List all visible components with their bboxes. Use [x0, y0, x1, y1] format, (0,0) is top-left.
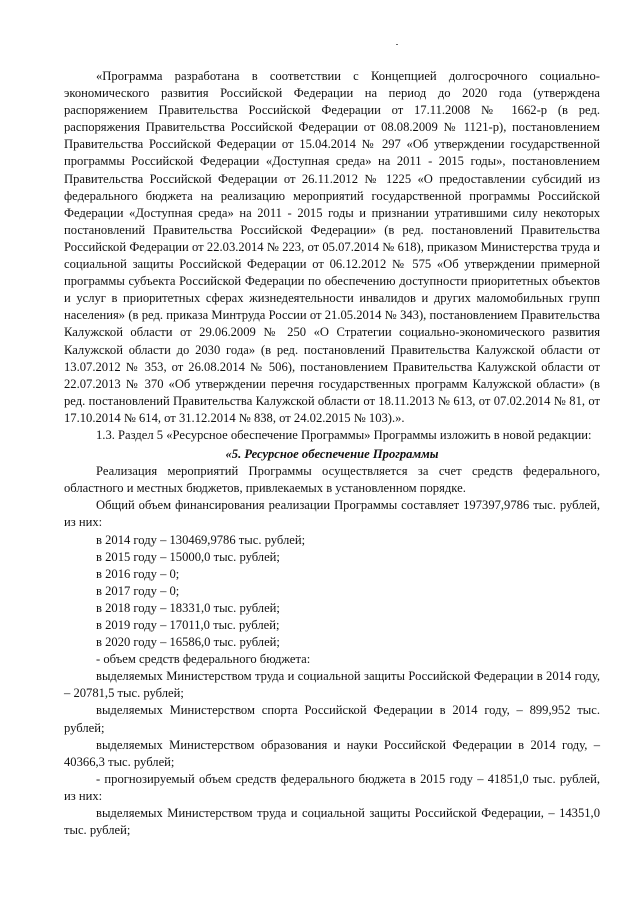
paragraph-program-basis: «Программа разработана в соответствии с Концепцией долгосрочного социально-экономического развития Российской Федерации на период до 2020 года (утверждена распоряжением Правительства Российской Федерации от 17.11.2008 № 1662-р (в ред. распоряжения Правительства Российской Федерации от 08.08.2009 № 1121-р), постановлением Правительства Российской Федерации от 15.04.2014 № 297 «Об утверждении государственной программы Российской Федерации «Доступная среда» на 2011 - 2015 годы», постановлением Правительства Российской Федерации от 26.11.2012 № 1225 «О предоставлении субсидий из федерального бюджета на реализацию мероприятий государственной программы Российской Федерации «Доступная среда» на 2011 - 2015 годы и признании утратившими силу некоторых постановлений Правительства Российской Федерации» (в ред. постановлений Правительства Российской Федерации от 22.03.2014 № 223, от 05.07.2014 № 618), приказом Министерства труда и социальной защиты Российской Федерации от 06.12.2012 № 575 «Об утверждении примерной программы субъекта Российской Федерации по обеспечению доступности приоритетных объектов и услуг в приоритетных сферах жизнедеятельности инвалидов и других маломобильных групп населения» (в ред. приказа Минтруда России от 21.05.2014 № 343), постановлением Правительства Калужской области от 29.06.2009 № 250 «О Стратегии социально-экономического развития Калужской области до 2030 года» (в ред. постановлений Правительства Калужской области от 13.07.2012 № 353, от 26.08.2014 № 506), постановлением Правительства Калужской области от 22.07.2013 № 370 «Об утверждении перечня государственных программ Калужской области» (в ред. постановлений Правительства Калужской области от 18.11.2013 № 613, от 07.02.2014 № 81, от 17.10.2014 № 614, от 31.12.2014 № 838, от 24.02.2015 № 103).». — [64, 69, 600, 425]
federal-budget-item: выделяемых Министерством образования и науки Российской Федерации в 2014 году, – 40366,3 тыс. рублей; — [64, 737, 600, 769]
year-funding-item: в 2020 году – 16586,0 тыс. рублей; — [96, 635, 280, 650]
year-funding-item: в 2015 году – 15000,0 тыс. рублей; — [96, 549, 280, 564]
year-funding-item: в 2019 году – 17011,0 тыс. рублей; — [96, 618, 280, 632]
federal-budget-item: - прогнозируемый объем средств федерального бюджета в 2015 году – 41851,0 тыс. рублей, из них: — [64, 771, 600, 803]
paragraph-total-funding: Общий объем финансирования реализации Программы составляет 197397,9786 тыс. рублей, из них: — [64, 498, 600, 530]
federal-budget-item: выделяемых Министерством труда и социальной защиты Российской Федерации, – 14351,0 тыс. рублей; — [64, 806, 600, 838]
scan-mark — [396, 44, 398, 45]
year-funding-item: в 2014 году – 130469,9786 тыс. рублей; — [96, 532, 306, 547]
federal-budget-item: выделяемых Министерством спорта Российской Федерации в 2014 году, – 899,952 тыс. рублей; — [64, 703, 600, 735]
federal-budget-intro: - объем средств федерального бюджета: — [96, 652, 311, 667]
federal-budget-item: выделяемых Министерством труда и социальной защиты Российской Федерации в 2014 году, – 20781,5 тыс. рублей; — [64, 669, 600, 701]
section-heading: «5. Ресурсное обеспечение Программы — [225, 447, 439, 462]
paragraph-implementation: Реализация мероприятий Программы осуществляется за счет средств федерального, областного и местных бюджетов, привлекаемых в установленном порядке. — [64, 464, 600, 496]
year-funding-item: в 2016 году – 0; — [96, 566, 180, 581]
year-funding-item: в 2018 году – 18331,0 тыс. рублей; — [96, 600, 280, 615]
paragraph-section-amendment: 1.3. Раздел 5 «Ресурсное обеспечение Программы» Программы изложить в новой редакции: — [96, 427, 592, 442]
year-funding-item: в 2017 году – 0; — [96, 583, 180, 598]
document-page — [64, 68, 600, 839]
